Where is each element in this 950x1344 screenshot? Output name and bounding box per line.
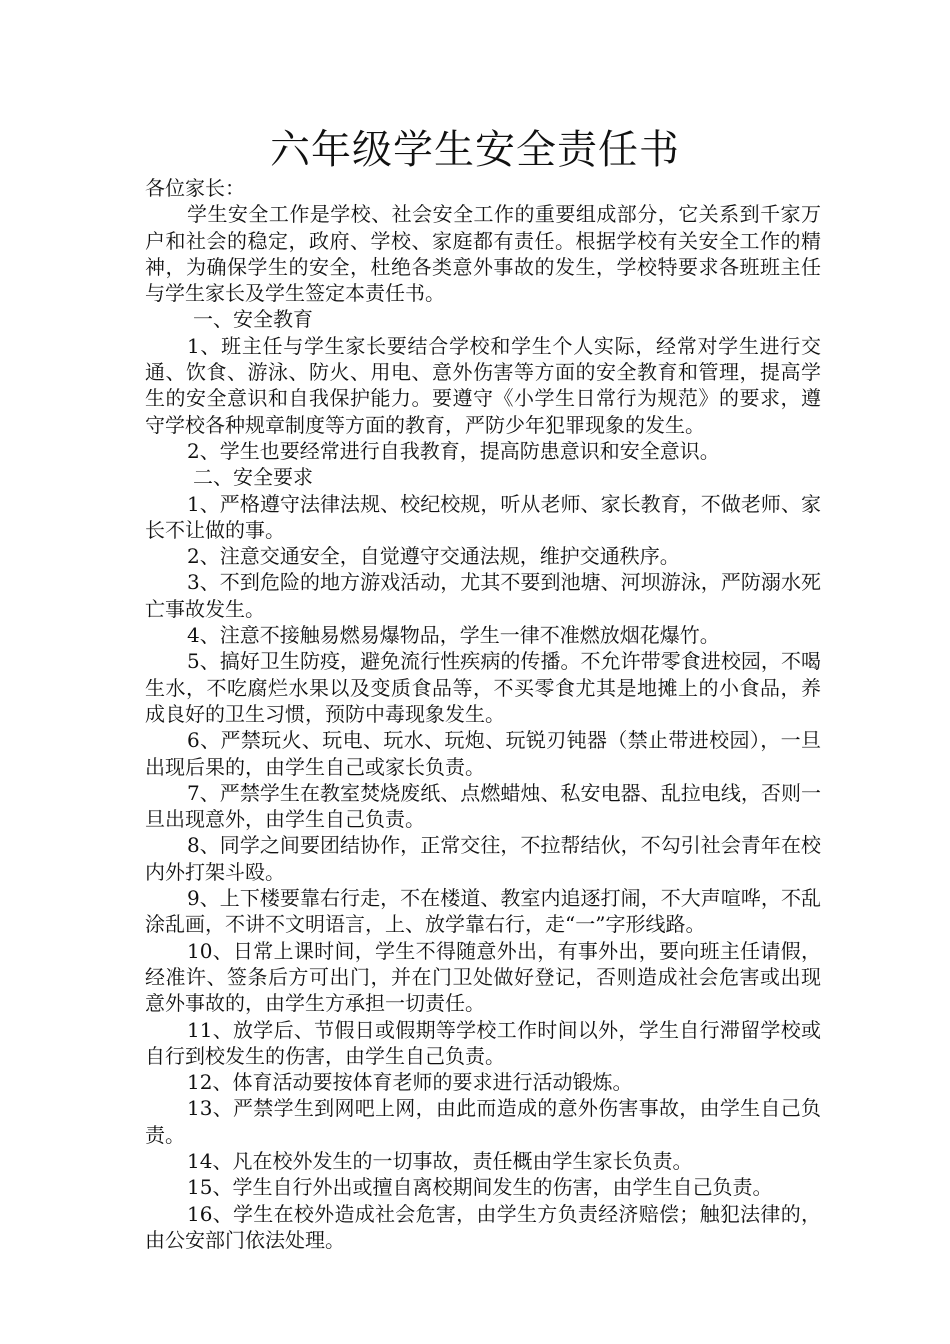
requirement-item: 12、体育活动要按体育老师的要求进行活动锻炼。 xyxy=(187,1070,633,1095)
requirement-item: 15、学生自行外出或擅自离校期间发生的伤害，由学生自己负责。 xyxy=(187,1175,773,1200)
document-title: 六年级学生安全责任书 xyxy=(270,127,680,173)
requirement-item: 9、上下楼要靠右行走，不在楼道、教室内追逐打闹，不大声喧哗，不乱涂乱画，不讲不文明语言，上、放学靠右行，走“一”字形线路。 xyxy=(145,886,821,937)
requirement-item: 3、不到危险的地方游戏活动，尤其不要到池塘、河坝游泳，严防溺水死亡事故发生。 xyxy=(145,570,821,621)
requirement-item: 5、搞好卫生防疫，避免流行性疾病的传播。不允许带零食进校园，不喝生水，不吃腐烂水果以及变质食品等，不买零食尤其是地摊上的小食品，养成良好的卫生习惯，预防中毒现象发生。 xyxy=(145,649,821,726)
requirement-item: 8、同学之间要团结协作，正常交往，不拉帮结伙，不勾引社会青年在校内外打架斗殴。 xyxy=(145,833,821,884)
requirement-item: 1、严格遵守法律法规、校纪校规，听从老师、家长教育，不做老师、家长不让做的事。 xyxy=(145,491,821,542)
requirement-item: 16、学生在校外造成社会危害，由学生方负责经济赔偿；触犯法律的，由公安部门依法处理。 xyxy=(145,1201,821,1252)
salutation: 各位家长： xyxy=(145,176,245,200)
requirement-item: 14、凡在校外发生的一切事故，责任概由学生家长负责。 xyxy=(187,1148,693,1173)
requirement-item: 6、严禁玩火、玩电、玩水、玩炮、玩锐刃钝器（禁止带进校园），一旦出现后果的，由学生自己或家长负责。 xyxy=(145,728,821,779)
education-item: 2、学生也要经常进行自我教育，提高防患意识和安全意识。 xyxy=(187,438,720,463)
requirement-item: 2、注意交通安全，自觉遵守交通法规，维护交通秩序。 xyxy=(187,544,680,569)
requirement-item: 7、严禁学生在教室焚烧废纸、点燃蜡烛、私安电器、乱拉电线，否则一旦出现意外，由学生自己负责。 xyxy=(145,780,821,832)
section-heading-requirements: 二、安全要求 xyxy=(193,465,313,490)
requirement-item: 13、严禁学生到网吧上网，由此而造成的意外伤害事故，由学生自己负责。 xyxy=(145,1096,821,1147)
document-body xyxy=(145,175,821,1253)
intro-paragraph: 学生安全工作是学校、社会安全工作的重要组成部分，它关系到千家万户和社会的稳定，政府、学校、家庭都有责任。根据学校有关安全工作的精神，为确保学生的安全，杜绝各类意外事故的发生，学校特要求各班班主任与学生家长及学生签定本责任书。 xyxy=(145,202,821,306)
requirement-item: 10、日常上课时间，学生不得随意外出，有事外出，要向班主任请假，经准许、签条后方可出门，并在门卫处做好登记，否则造成社会危害或出现意外事故的，由学生方承担一切责任。 xyxy=(145,938,821,1016)
education-item: 1、班主任与学生家长要结合学校和学生个人实际，经常对学生进行交通、饮食、游泳、防火、用电、意外伤害等方面的安全教育和管理，提高学生的安全意识和自我保护能力。要遵守《小学生日常行为规范》的要求，遵守学校各种规章制度等方面的教育，严防少年犯罪现象的发生。 xyxy=(145,333,821,437)
requirement-item: 11、放学后、节假日或假期等学校工作时间以外，学生自行滞留学校或自行到校发生的伤害，由学生自己负责。 xyxy=(145,1017,821,1068)
section-heading-education: 一、安全教育 xyxy=(193,307,313,332)
requirement-item: 4、注意不接触易燃易爆物品，学生一律不准燃放烟花爆竹。 xyxy=(187,623,720,648)
